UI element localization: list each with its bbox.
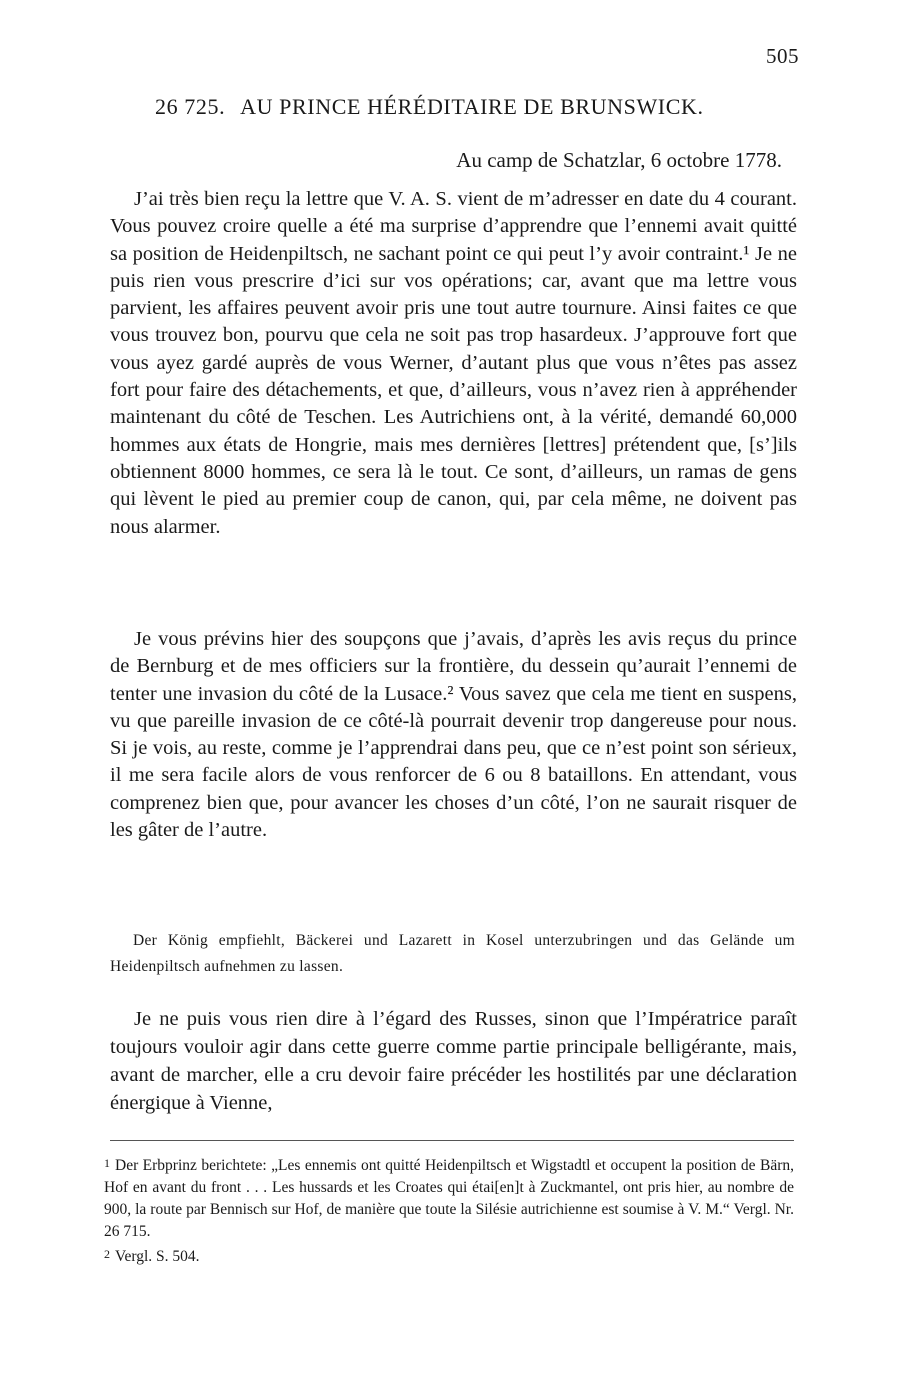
footnote-1-mark: 1 bbox=[104, 1156, 110, 1170]
letter-number: 26 725. bbox=[155, 94, 226, 119]
paragraph-2-container bbox=[110, 626, 797, 844]
footnote-2-text: Vergl. S. 504. bbox=[115, 1248, 200, 1265]
footnote-1 bbox=[104, 1152, 794, 1243]
footnote-1-text: Der Erbprinz berichtete: „Les ennemis ont quitté Heidenpiltsch et Wigstadtl et occupent la position de Bärn, Hof en avant du front . . . Les hussards et les Croates qui étai[en]t à Zuckmantel, ont pris hier, au nombre de 900, la route par Bennisch sur Hof, de manière que toute la Silésie autrichienne est soumise à V. M.“ Vergl. Nr. 26 715. bbox=[104, 1157, 794, 1240]
paragraph-3-container bbox=[110, 1005, 797, 1117]
paragraph-1-container bbox=[110, 186, 797, 541]
editorial-summary: Der König empfiehlt, Bäckerei und Lazarett in Kosel unterzubringen und das Gelände um Heidenpiltsch aufnehmen zu lassen. bbox=[110, 932, 795, 975]
dateline: Au camp de Schatzlar, 6 octobre 1778. bbox=[456, 148, 782, 172]
footnote-2-mark: 2 bbox=[104, 1247, 110, 1261]
page-number: 505 bbox=[766, 44, 799, 68]
footnotes bbox=[104, 1152, 794, 1268]
letter-heading bbox=[155, 94, 795, 120]
footnote-divider bbox=[110, 1140, 794, 1141]
paragraph-1: J’ai très bien reçu la lettre que V. A. S. vient de m’adresser en date du 4 courant. Vous pouvez croire quelle a été ma surprise d’apprendre que l’ennemi avait quitté sa position de Heidenpiltsch, ne sachant point ce qui peut l’y avoir contraint.¹ Je ne puis rien vous prescrire d’ici sur vos opérations; car, avant que ma lettre vous parvient, les affaires peuvent avoir pris une tout autre tournure. Ainsi faites ce que vous trouvez bon, pourvu que cela ne soit pas trop hasardeux. J’approuve fort que vous ayez gardé auprès de vous Werner, d’autant plus que vous n’êtes pas assez fort pour faire des détachements, et que, d’ailleurs, vous n’avez rien à appréhender maintenant du côté de Teschen. Les Autrichiens ont, à la vérité, demandé 60,000 hommes aux états de Hongrie, mais mes dernières [lettres] prétendent que, [s’]ils obtiennent 8000 hommes, ce sera là le tout. Ce sont, d’ailleurs, un ramas de gens qui lèvent le pied au premier coup de canon, qui, par cela même, ne doivent pas nous alarmer. bbox=[110, 188, 797, 538]
letter-title: AU PRINCE HÉRÉDITAIRE DE BRUNSWICK. bbox=[240, 94, 704, 119]
paragraph-3: Je ne puis vous rien dire à l’égard des Russes, sinon que l’Impératrice paraît toujours vouloir agir dans cette guerre comme partie principale belligérante, mais, avant de marcher, elle a cru devoir faire précéder les hostilités par une déclaration énergique à Vienne, bbox=[110, 1008, 797, 1114]
editorial-summary-container bbox=[110, 928, 795, 980]
paragraph-2: Je vous prévins hier des soupçons que j’avais, d’après les avis reçus du prince de Bernburg et de mes officiers sur la frontière, du dessein qu’aurait l’ennemi de tenter une invasion du côté de la Lusace.² Vous savez que cela me tient en suspens, vu que pareille invasion de ce côté-là pourrait devenir trop dangereuse pour nous. Si je vois, au reste, comme je l’apprendrai dans peu, que ce n’est point son sérieux, il me sera facile alors de vous renforcer de 6 ou 8 bataillons. En attendant, vous comprenez bien que, pour avancer les choses d’un côté, l’on ne saurait risquer de les gâter de l’autre. bbox=[110, 628, 797, 842]
footnote-2 bbox=[104, 1243, 794, 1268]
